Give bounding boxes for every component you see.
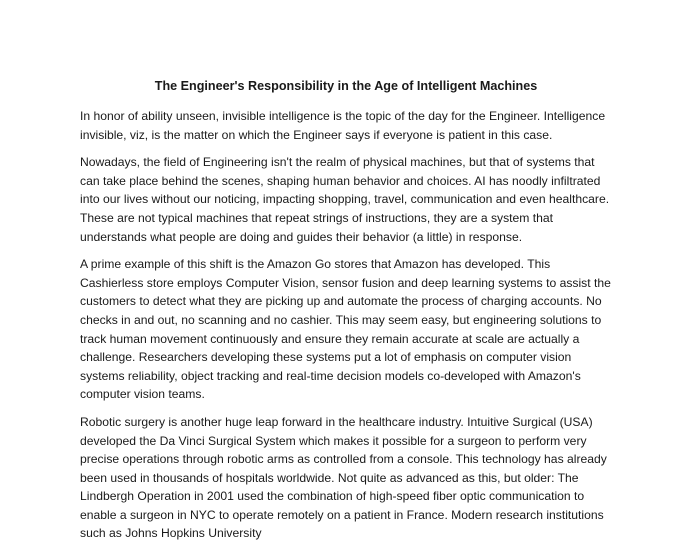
document-page xyxy=(80,78,612,552)
paragraph-intro: In honor of ability unseen, invisible intelligence is the topic of the day for the Engineer. Intelligence invisible, viz, is the matter on which the Engineer says if everyone is patient in this case. xyxy=(80,109,606,142)
paragraph-engineering-field: Nowadays, the field of Engineering isn't the realm of physical machines, but that of systems that can take place behind the scenes, shaping human behavior and choices. AI has noodly infiltrated into our lives without our noticing, impacting shopping, travel, communication and even healthcare. These are not typical machines that repeat strings of instructions, they are a system that understands what people are doing and guides their behavior (a little) in response. xyxy=(80,155,610,244)
paragraph-amazon-go: A prime example of this shift is the Amazon Go stores that Amazon has developed. This Cashierless store employs Computer Vision, sensor fusion and deep learning systems to assist the customers to detect what they are picking up and automate the process of charging accounts. No checks in and out, no scanning and no cashier. This may seem easy, but engineering solutions to track human movement continuously and ensure they remain accurate at scale are actually a challenge. Researchers developing these systems put a lot of emphasis on computer vision systems reliability, object tracking and real-time decision models co-developed with Amazon's computer vision teams. xyxy=(80,257,611,402)
document-title: The Engineer's Responsibility in the Age of Intelligent Machines xyxy=(154,79,538,93)
paragraph-robotic-surgery: Robotic surgery is another huge leap forward in the healthcare industry. Intuitive Surgical (USA) developed the Da Vinci Surgical System which makes it possible for a surgeon to perform very precise operations through robotic arms as controlled from a console. This technology has already been used in thousands of hospitals worldwide. Not quite as advanced as this, but older: The Lindbergh Operation in 2001 used the combination of high-speed fiber optic communication to enable a surgeon in NYC to operate remotely on a patient in France. Modern research institutions such as Johns Hopkins University xyxy=(80,414,607,541)
